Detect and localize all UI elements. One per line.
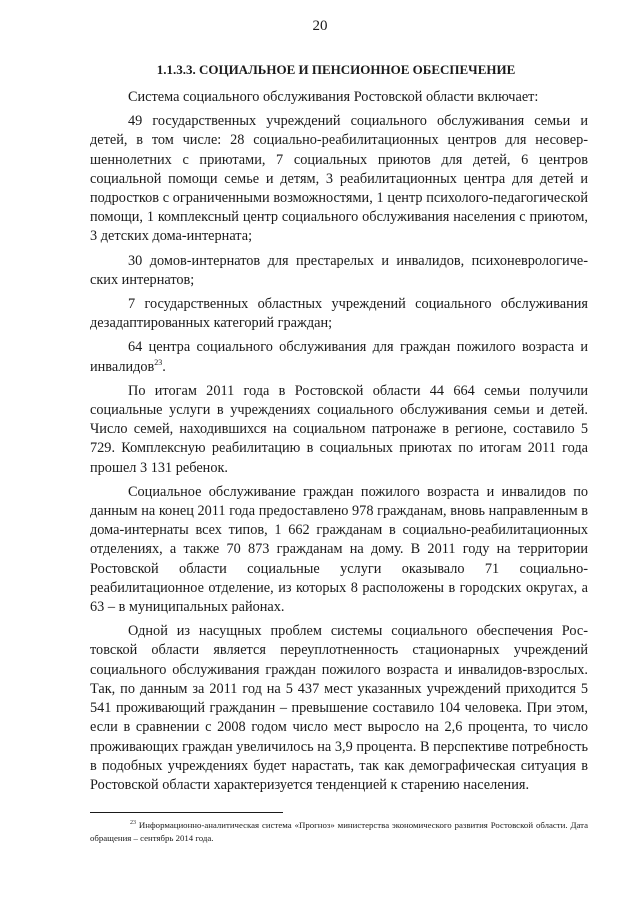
footnote-text: Информационно-аналитическая система «Прогноз» министерства экономического развития Ростовской области. Дата обращения – сентябрь 2014 года. (90, 820, 588, 843)
footnote (90, 819, 588, 845)
paragraph-service-centers (90, 338, 588, 376)
footnote-number: 23 (130, 820, 136, 827)
paragraph-overcrowding: Одной из насущных проблем системы социального обеспечения Ростовской области является переуплотненность стационарных учреждений социального обслуживания граждан пожилого возраста и инвалидов-взрослых. Так, по данным за 2011 год на 5 437 мест указанных учреждений приходится 5 541 проживающий гражданин – превышение составило 104 человека. При этом, если в сравнении с 2008 годом число мест выросло на 2,6 процента, то число проживающих граждан увеличилось на 3,9 процента. В перспективе потребность в подобных учреждениях будет нарастать, так как демографическая ситуация в Ростовской области характеризуется тенденцией к старению населения. (90, 623, 588, 793)
footnote-reference: 23 (154, 357, 163, 367)
paragraph-elderly-services: Социальное обслуживание граждан пожилого возраста и инвалидов по данным на конец 2011 года предоставлено 978 гражданам, вновь направленным в дома-интернаты всех типов, 1 662 гражданам в социально-реабилитационных отделениях, а также 70 873 гражданам на дому. В 2011 году на территории Ростовской области социальные услуги оказывало 71 социально-реабилитационное отделение, из которых 8 расположены в городских округах, а 63 – в муниципальных районах. (90, 483, 588, 616)
footnote-ref-period: . (162, 358, 166, 375)
paragraph-regional-institutions: 7 государственных областных учреждений социального обслуживания дезадаптированных категорий граждан; (90, 296, 588, 332)
section-heading: 1.1.3.3. СОЦИАЛЬНОЕ И ПЕНСИОННОЕ ОБЕСПЕЧЕНИЕ (156, 62, 516, 77)
paragraph-boarding-homes: 30 домов-интернатов для престарелых и инвалидов, психоневрологических интернатов; (90, 252, 588, 288)
paragraph-intro: Система социального обслуживания Ростовской области включает: (128, 89, 539, 105)
paragraph-family-institutions: 49 государственных учреждений социального обслуживания семьи и детей, в том числе: 28 социально-реабилитационных центров для несовершеннолетних с приютами, 7 социальных приютов для детей, 6 центров социальной помощи семье и детям, 3 реабилитационных центра для детей и подростков с ограниченными возможностями, 1 центр психолого-педагогической помощи, 1 комплексный центр социального обслуживания населения с приютом, 3 детских дома-интерната; (90, 113, 588, 245)
page-number: 20 (312, 18, 328, 34)
footnote-divider (90, 812, 283, 813)
paragraph-service-centers-text: 64 центра социального обслуживания для граждан пожилого возраста и инвалидов (90, 339, 588, 375)
body-text (90, 88, 588, 800)
paragraph-results-2011: По итогам 2011 года в Ростовской области 44 664 семьи получили социальные услуги в учреждениях социального обслуживания семьи и детей. Число семей, находившихся на социальном патронаже в регионе, составило 5 729. Комплексную реабилитацию в социальных приютах по итогам 2011 года прошел 3 131 ребенок. (90, 382, 588, 476)
